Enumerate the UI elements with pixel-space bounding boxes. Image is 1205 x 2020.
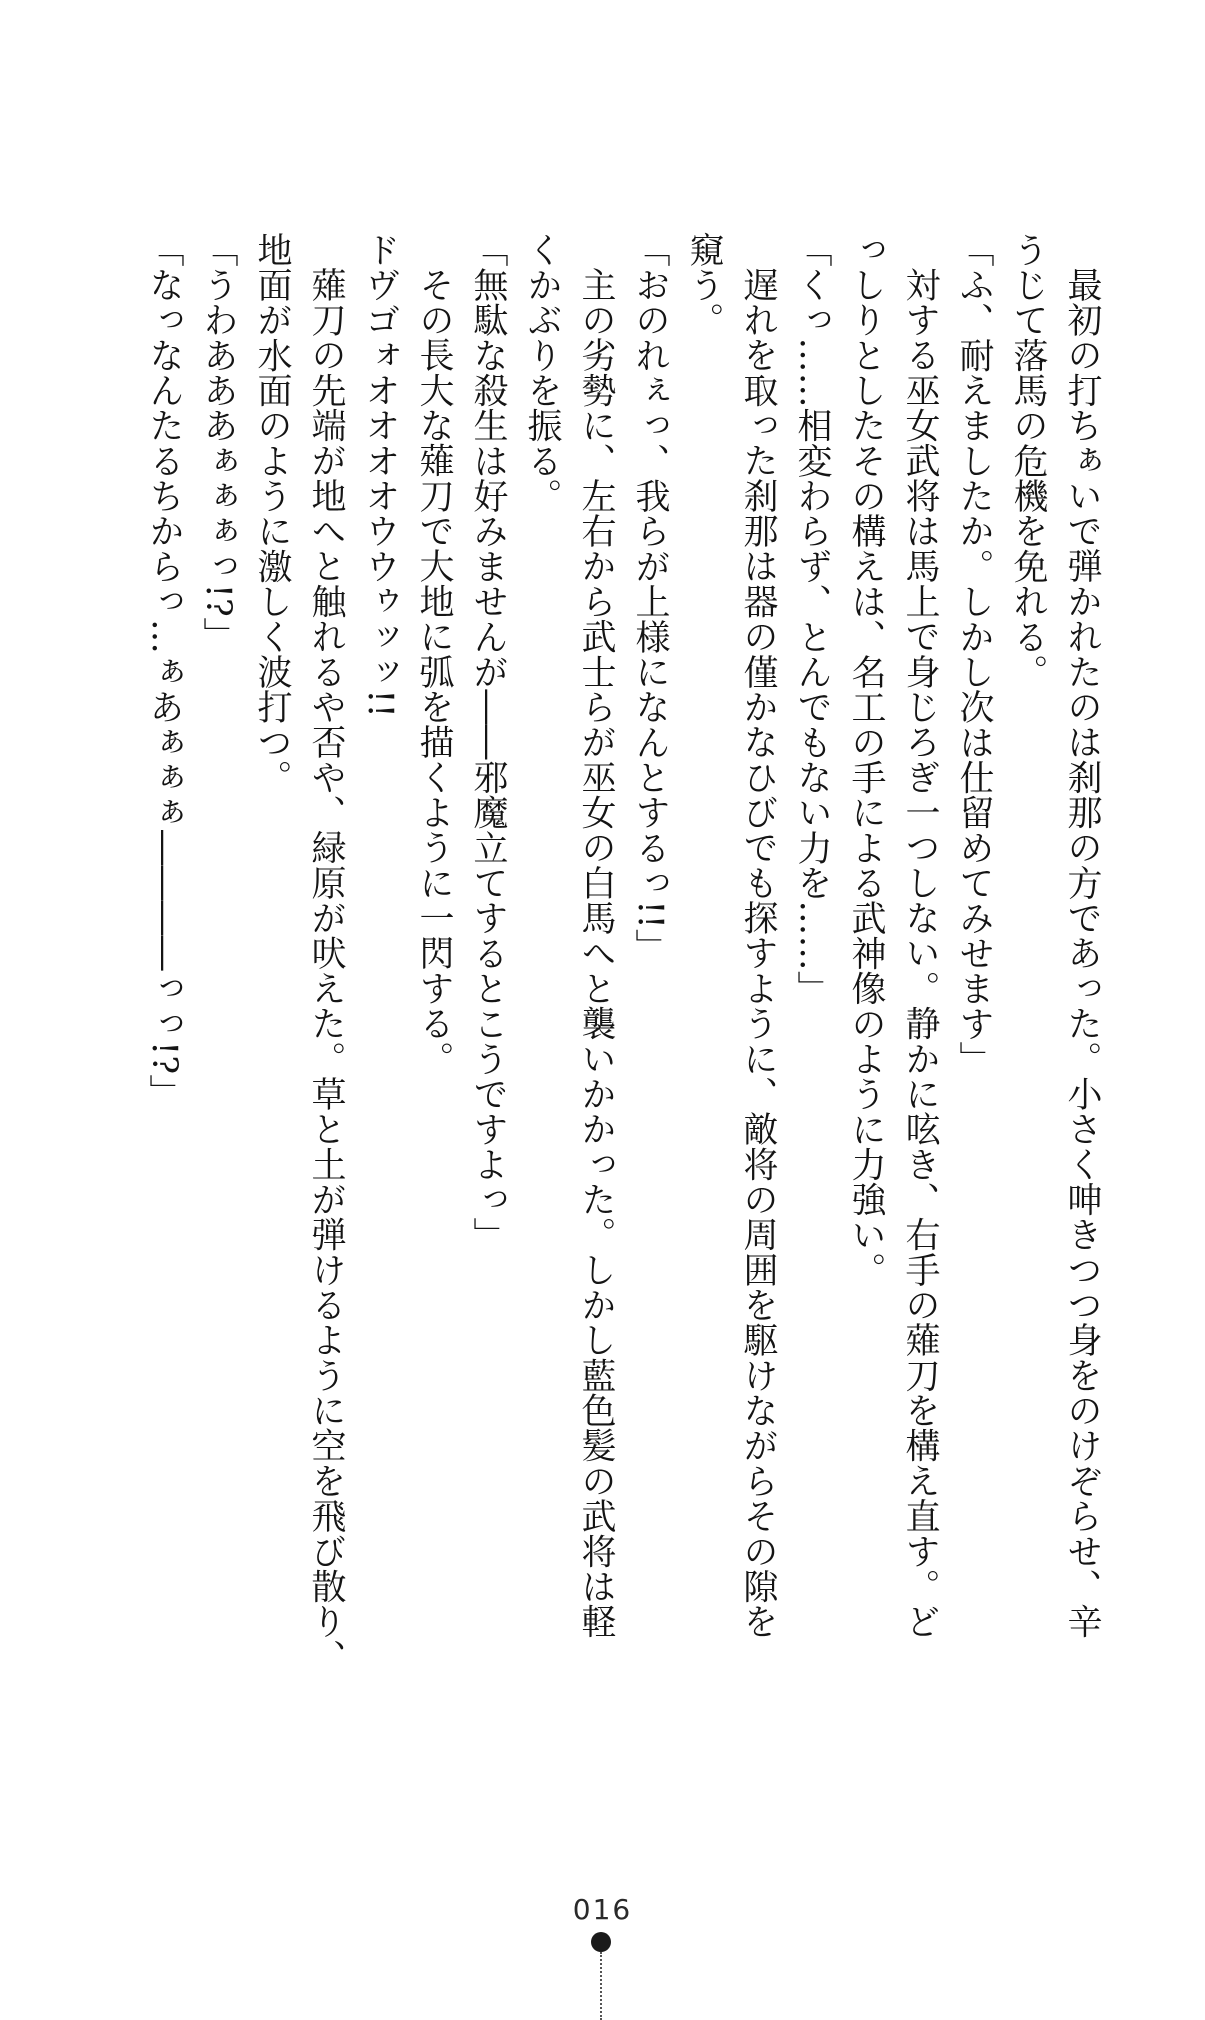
text-line: 「うわあああぁぁぁっ!?」 xyxy=(198,232,238,653)
text-line: 遅れを取った刹那は器の僅かなひびでも探すように、敵将の周囲を駆けながらその隙を xyxy=(738,267,778,1640)
text-line: 地面が水面のように激しく波打つ。 xyxy=(252,232,292,795)
page-marker-dot xyxy=(591,1932,611,1952)
page-number: 016 xyxy=(572,1893,633,1926)
text-line: 「無駄な殺生は好みませんが――邪魔立てするとこうですよっ」 xyxy=(468,232,508,1253)
text-line: 対する巫女武将は馬上で身じろぎ一つしない。静かに呟き、右手の薙刀を構え直す。ど xyxy=(900,267,940,1640)
text-line: うじて落馬の危機を免れる。 xyxy=(1008,232,1048,690)
text-line: 最初の打ちぁいで弾かれたのは刹那の方であった。小さく呻きつつ身をのけぞらせ、辛 xyxy=(1062,267,1102,1640)
text-line: 「おのれぇっ、我らが上様になんとするっ!!」 xyxy=(630,232,670,965)
text-line: 「なっなんたるちからっ…ぁあぁぁぁ――――っっ!?」 xyxy=(144,232,184,1110)
text-line: 主の劣勢に、左右から武士らが巫女の白馬へと襲いかかった。しかし藍色髪の武将は軽 xyxy=(576,267,616,1640)
text-line: その長大な薙刀で大地に弧を描くように一閃する。 xyxy=(414,267,454,1077)
text-line: っしりとしたその構えは、名工の手による武神像のように力強い。 xyxy=(846,232,886,1288)
vertical-text-block xyxy=(119,232,1109,1712)
text-line: ドヴゴォオオオオウウゥッッ!! xyxy=(360,232,400,718)
text-line: 窺う。 xyxy=(684,232,724,338)
text-line: くかぶりを振る。 xyxy=(522,232,562,514)
text-line: 薙刀の先端が地へと触れるや否や、緑原が吠えた。草と土が弾けるように空を飛び散り、 xyxy=(306,267,346,1675)
text-line: 「くっ……相変わらず、とんでもない力を……」 xyxy=(792,232,832,1006)
text-line: 「ふ、耐えましたか。しかし次は仕留めてみせます」 xyxy=(954,232,994,1077)
page-marker-thread xyxy=(600,1952,602,2020)
